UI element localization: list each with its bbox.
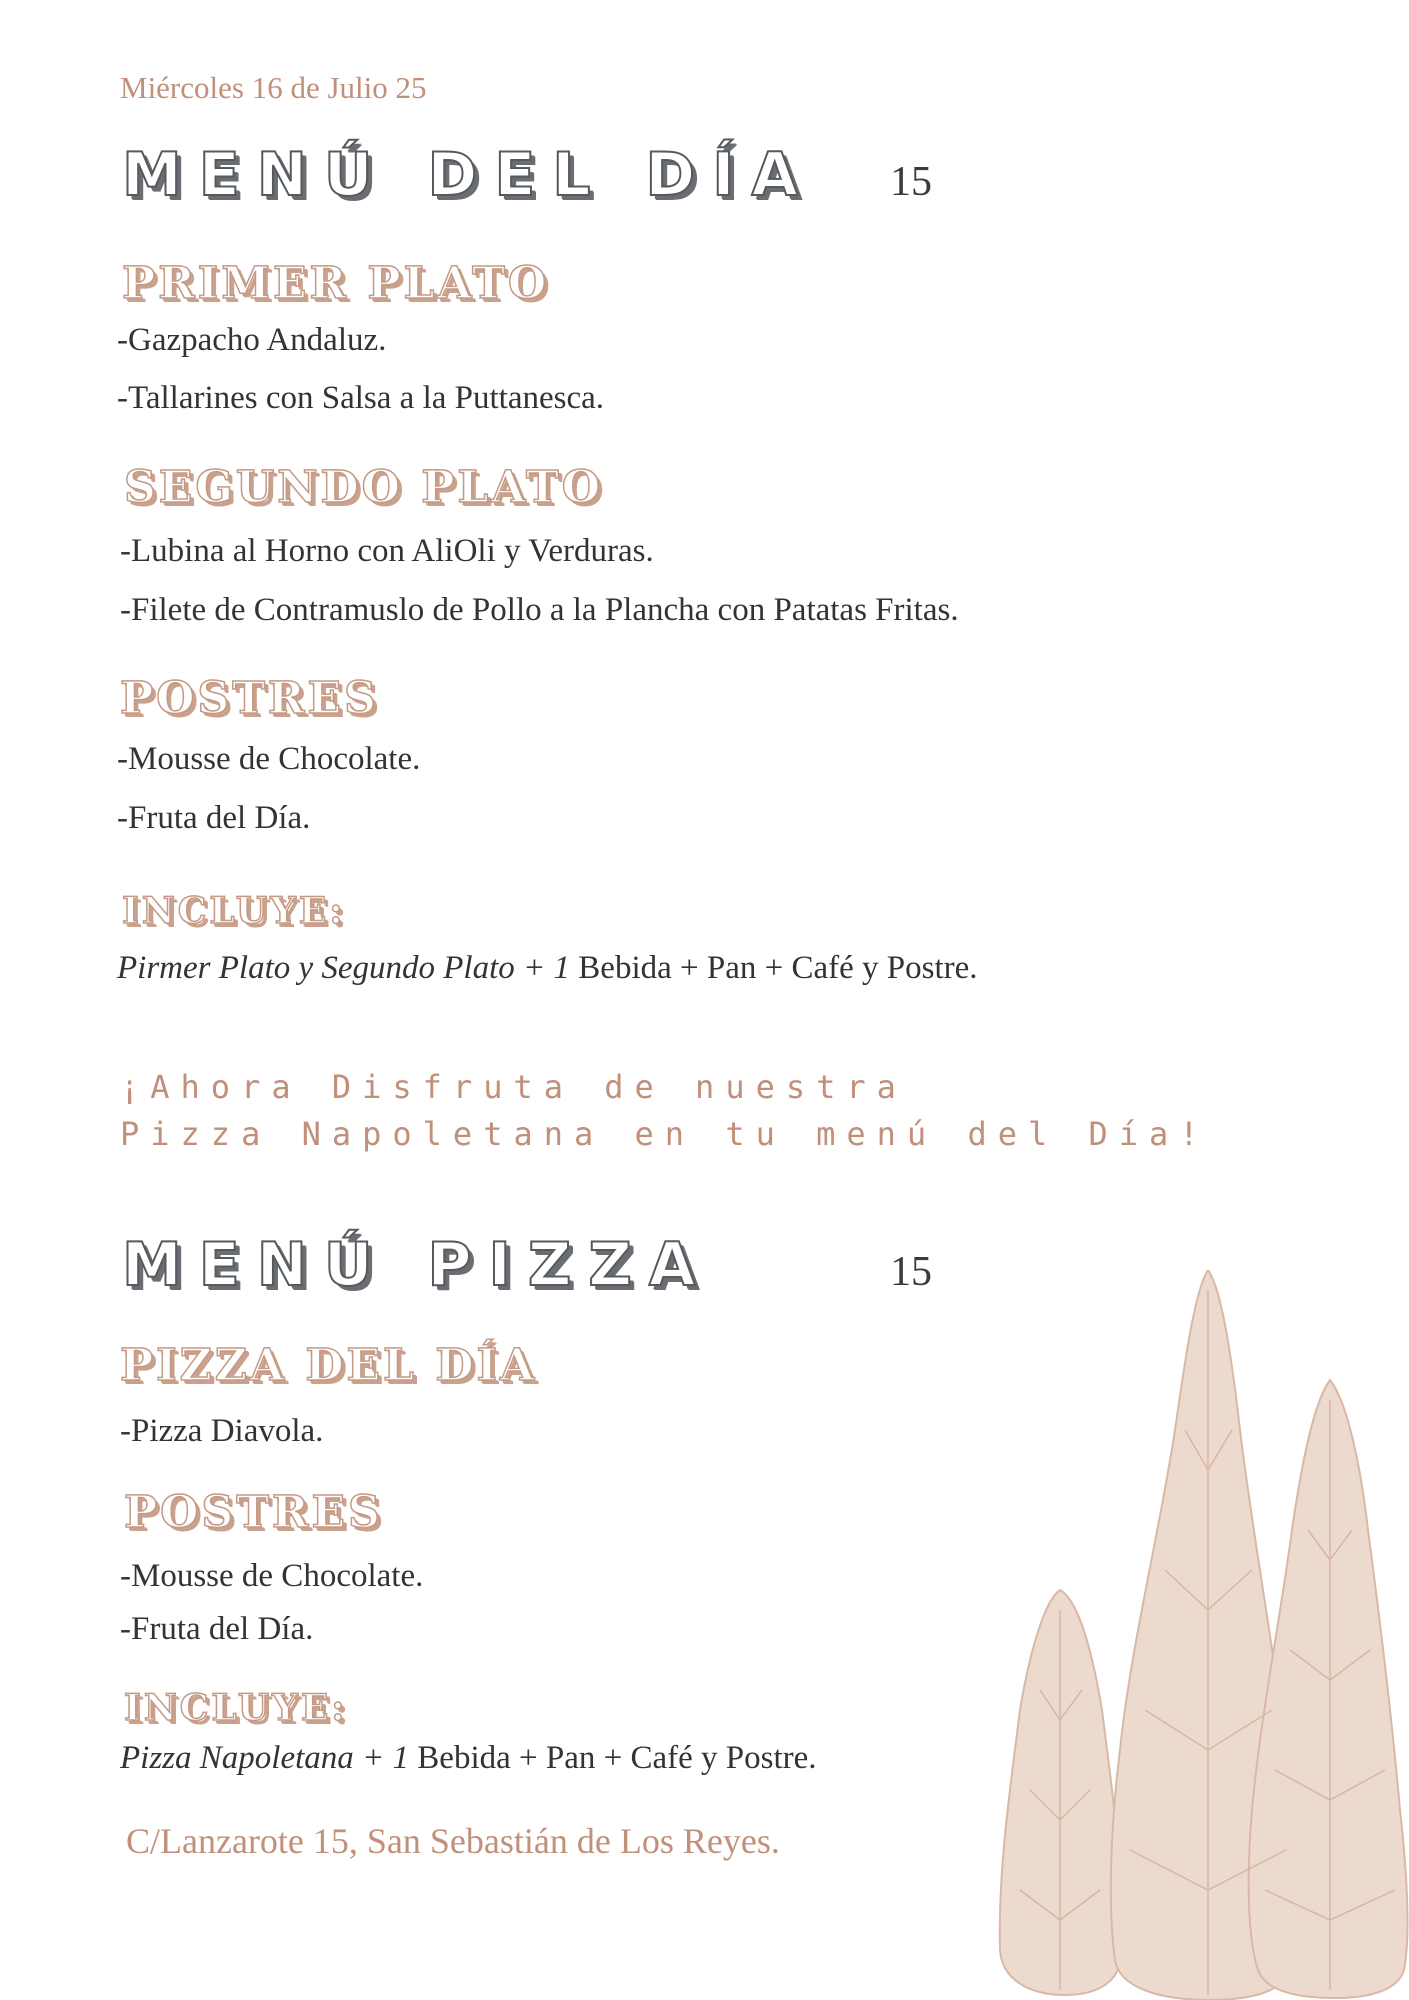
pizza-postres-heading: POSTRES <box>124 1487 383 1538</box>
incluye-rest: Bebida + Pan + Café y Postre. <box>570 950 978 986</box>
pizza-del-dia-heading: PIZZA DEL DÍA <box>120 1340 538 1391</box>
pizza-incluye-rest: Bebida + Pan + Café y Postre. <box>409 1740 817 1776</box>
promo-line-2: Pizza Napoletana en tu menú del Día! <box>120 1115 1210 1153</box>
pizza-incluye-text <box>120 1740 817 1777</box>
menu-del-dia-price: 15 <box>890 159 932 205</box>
menu-pizza-price: 15 <box>890 1249 932 1295</box>
incluye-heading: INCLUYE: <box>122 890 346 932</box>
incluye-text <box>117 950 978 987</box>
list-item: -Pizza Diavola. <box>120 1413 324 1449</box>
menu-pizza-title: MENÚ PIZZA <box>122 1230 713 1300</box>
list-item: -Filete de Contramuslo de Pollo a la Plancha con Patatas Fritas. <box>120 592 959 628</box>
menu-date: Miércoles 16 de Julio 25 <box>120 70 427 105</box>
list-item: -Lubina al Horno con AliOli y Verduras. <box>120 533 654 569</box>
list-item: -Mousse de Chocolate. <box>117 741 421 777</box>
cypress-trees-icon <box>990 1270 1409 2000</box>
menu-del-dia-title: MENÚ DEL DÍA <box>122 140 815 210</box>
list-item: -Tallarines con Salsa a la Puttanesca. <box>117 380 605 416</box>
pizza-incluye-heading: INCLUYE: <box>124 1687 348 1729</box>
postres-heading: POSTRES <box>120 673 379 724</box>
promo-line-1: ¡Ahora Disfruta de nuestra <box>120 1068 907 1106</box>
list-item: -Fruta del Día. <box>120 1611 314 1647</box>
primer-plato-heading: PRIMER PLATO <box>122 258 550 309</box>
list-item: -Gazpacho Andaluz. <box>117 322 387 358</box>
list-item: -Mousse de Chocolate. <box>120 1558 424 1594</box>
list-item: -Fruta del Día. <box>117 800 311 836</box>
restaurant-address: C/Lanzarote 15, San Sebastián de Los Reyes. <box>126 1821 780 1861</box>
pizza-incluye-italic: Pizza Napoletana + 1 <box>120 1740 410 1776</box>
incluye-italic: Pirmer Plato y Segundo Plato + 1 <box>117 950 571 986</box>
segundo-plato-heading: SEGUNDO PLATO <box>124 462 604 513</box>
